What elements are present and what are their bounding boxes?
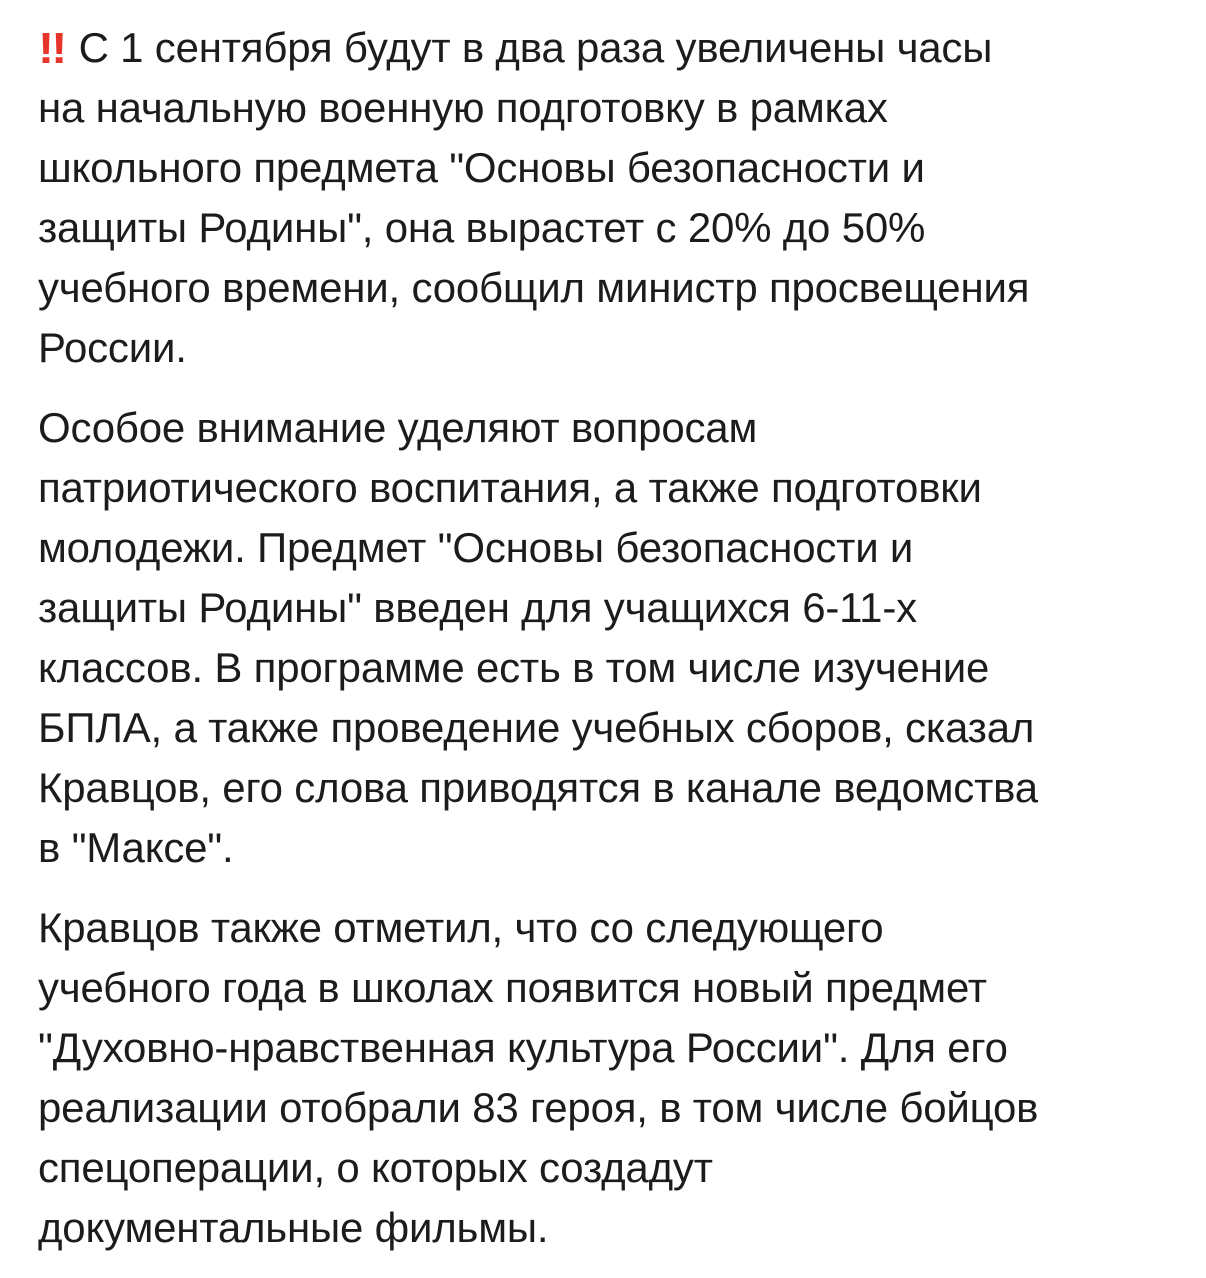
text-line: реализации отобрали 83 героя, в том числе бойцов (38, 1084, 1039, 1131)
text-line: школьного предмета "Основы безопасности и (38, 144, 925, 191)
paragraph-1 (38, 18, 1178, 378)
text-line: "Духовно-нравственная культура России". Для его (38, 1024, 1008, 1071)
text-line: документальные фильмы. (38, 1204, 549, 1251)
text-line: России. (38, 324, 187, 371)
text-line: молодежи. Предмет "Основы безопасности и (38, 524, 914, 571)
paragraph-2 (38, 398, 1178, 878)
text-line: защиты Родины", она вырастет с 20% до 50% (38, 204, 926, 251)
text-line: спецоперации, о которых создадут (38, 1144, 713, 1191)
post-body (38, 18, 1178, 1278)
double-exclamation-icon: ‼ (38, 24, 63, 73)
text-line: патриотического воспитания, а также подготовки (38, 464, 982, 511)
text-line: в "Максе". (38, 824, 234, 871)
text-line: Особое внимание уделяют вопросам (38, 404, 758, 451)
paragraph-3 (38, 898, 1178, 1258)
text-line: на начальную военную подготовку в рамках (38, 84, 888, 131)
text-line: Кравцов, его слова приводятся в канале ведомства (38, 764, 1038, 811)
text-line: БПЛА, а также проведение учебных сборов, сказал (38, 704, 1035, 751)
text-line: учебного времени, сообщил министр просвещения (38, 264, 1030, 311)
text-line: Кравцов также отметил, что со следующего (38, 904, 884, 951)
text-line: классов. В программе есть в том числе изучение (38, 644, 990, 691)
text-line: ‼ С 1 сентября будут в два раза увеличены часы (38, 18, 1178, 78)
text-line: учебного года в школах появится новый предмет (38, 964, 987, 1011)
text-line: защиты Родины" введен для учащихся 6-11-х (38, 584, 917, 631)
